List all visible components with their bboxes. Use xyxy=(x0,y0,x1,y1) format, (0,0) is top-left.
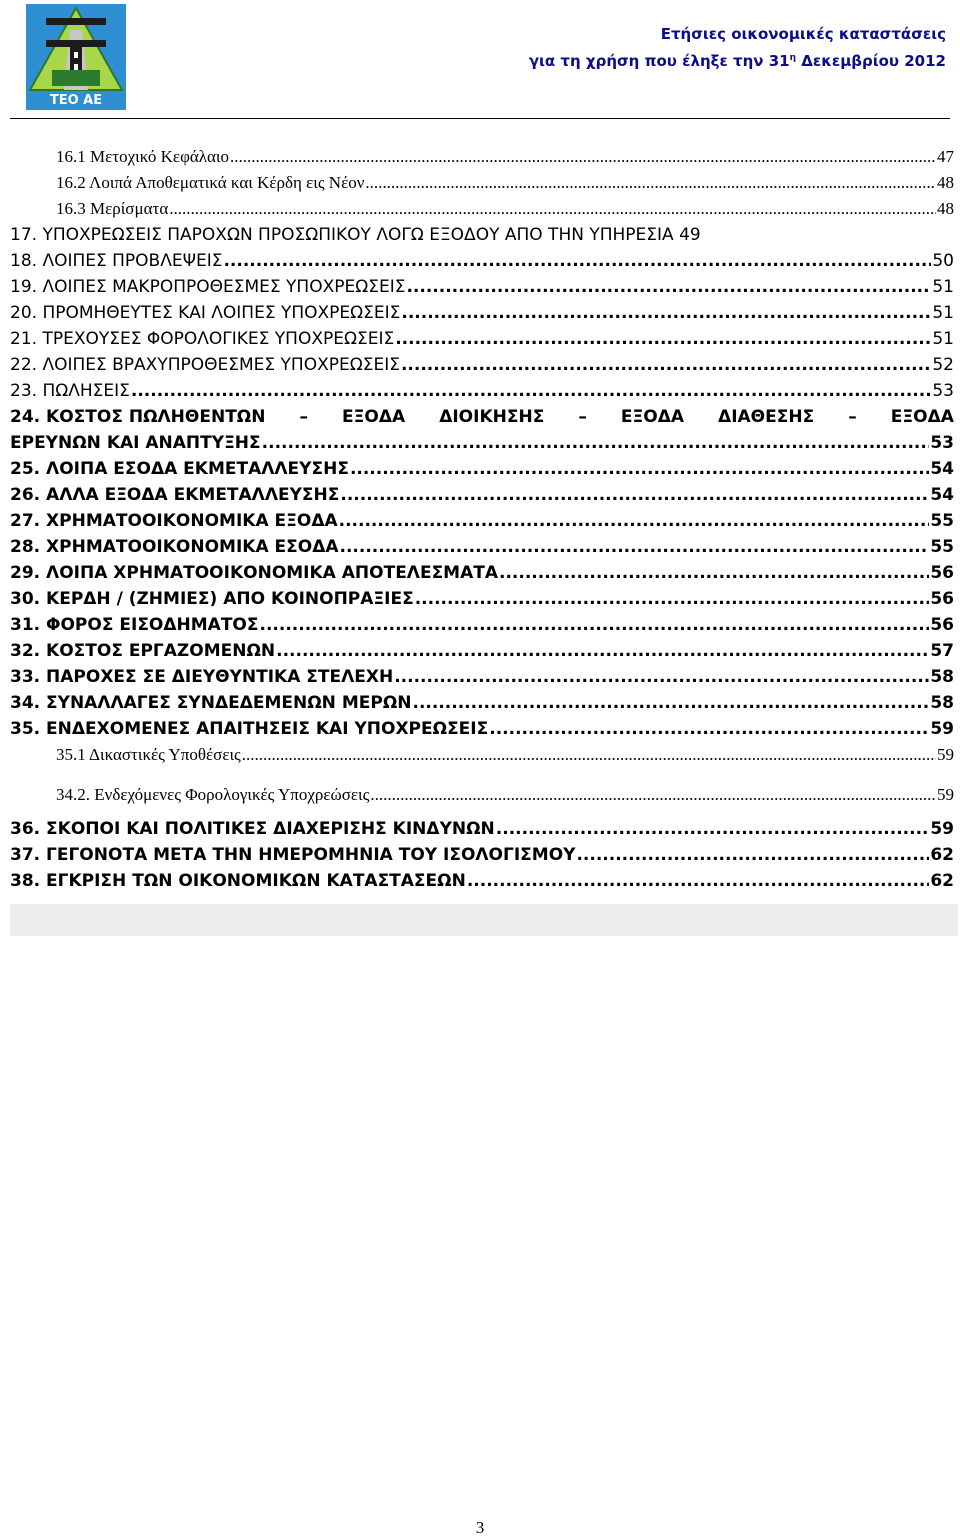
header-subtitle-text: για τη χρήση που έληξε την 31 xyxy=(528,52,790,70)
toc-word: – xyxy=(848,407,857,427)
toc-leader xyxy=(496,816,930,842)
toc-leader xyxy=(413,690,930,716)
toc-entry[interactable] xyxy=(10,248,954,274)
toc-entry-label: 20. ΠΡΟΜΗΘΕΥΤΕΣ ΚΑΙ ΛΟΙΠΕΣ ΥΠΟΧΡΕΩΣΕΙΣ xyxy=(10,303,401,323)
toc-entry[interactable] xyxy=(10,196,954,222)
toc-leader xyxy=(394,664,929,690)
toc-leader xyxy=(395,326,931,352)
toc-entry-label: 32. ΚΟΣΤΟΣ ΕΡΓΑΖΟΜΕΝΩΝ xyxy=(10,641,276,661)
toc-entry-label: 18. ΛΟΙΠΕΣ ΠΡΟΒΛΕΨΕΙΣ xyxy=(10,251,223,271)
toc-leader xyxy=(223,248,931,274)
toc-entry[interactable] xyxy=(10,508,954,534)
toc-entry-page: 59 xyxy=(930,819,954,839)
toc-leader xyxy=(365,170,936,196)
toc-entry-24[interactable] xyxy=(10,404,954,456)
toc-entry-label: ΕΡΕΥΝΩΝ ΚΑΙ ΑΝΑΠΤΥΞΗΣ xyxy=(10,433,261,453)
toc-entry[interactable] xyxy=(10,816,954,842)
toc-entry-17[interactable]: 17. ΥΠΟΧΡΕΩΣΕΙΣ ΠΑΡΟΧΩΝ ΠΡΟΣΩΠΙΚΟΥ ΛΟΓΩ ΕΞΟΔΟΥ ΑΠΟ ΤΗΝ ΥΠΗΡΕΣΙΑ 49 xyxy=(10,225,701,245)
toc-entry[interactable] xyxy=(10,300,954,326)
toc-entry[interactable] xyxy=(10,352,954,378)
toc-entry-label: 35.1 Δικαστικές Υποθέσεις xyxy=(56,745,241,764)
toc-entry[interactable] xyxy=(10,842,954,868)
toc-leader xyxy=(276,638,929,664)
toc-entry-page: 58 xyxy=(930,693,954,713)
toc-entry-page: 53 xyxy=(930,433,954,453)
toc-entry[interactable] xyxy=(10,586,954,612)
toc-entry-label: 26. ΑΛΛΑ ΕΞΟΔΑ ΕΚΜΕΤΑΛΛΕΥΣΗΣ xyxy=(10,485,340,505)
toc-entry-24-line2 xyxy=(10,430,954,456)
toc-entry[interactable] xyxy=(10,274,954,300)
toc-word: ΕΞΟΔΑ xyxy=(620,407,685,427)
toc-entry[interactable] xyxy=(10,742,954,768)
toc-entry-label: 30. ΚΕΡΔΗ / (ΖΗΜΙΕΣ) ΑΠΟ ΚΟΙΝΟΠΡΑΞΙΕΣ xyxy=(10,589,414,609)
toc-entry-label: 34.2. Ενδεχόμενες Φορολογικές Υποχρεώσεις xyxy=(56,785,370,804)
toc-entry[interactable] xyxy=(10,664,954,690)
spacer xyxy=(10,808,954,816)
toc-entry-label: 36. ΣΚΟΠΟΙ ΚΑΙ ΠΟΛΙΤΙΚΕΣ ΔΙΑΧΕΡΙΣΗΣ ΚΙΝΔΥΝΩΝ xyxy=(10,819,495,839)
toc-leader xyxy=(401,352,931,378)
document-header xyxy=(529,22,946,73)
toc-leader xyxy=(242,742,936,768)
toc-entry-page: 52 xyxy=(932,355,954,375)
toc-entry[interactable] xyxy=(10,456,954,482)
toc-entry-page: 56 xyxy=(930,589,954,609)
toc-entry[interactable] xyxy=(10,612,954,638)
toc-word: ΕΞΟΔΑ xyxy=(890,407,954,427)
toc-entry-page: 55 xyxy=(930,537,954,557)
toc-entry-label: 28. ΧΡΗΜΑΤΟΟΙΚΟΝΟΜΙΚΑ ΕΣΟΔΑ xyxy=(10,537,339,557)
toc-entry[interactable] xyxy=(10,482,954,508)
toc-entry[interactable] xyxy=(10,534,954,560)
toc-entry-label: 16.1 Μετοχικό Κεφάλαιο xyxy=(56,147,230,166)
page-number: 3 xyxy=(475,1518,485,1537)
toc-leader xyxy=(131,378,931,404)
spacer xyxy=(10,768,954,782)
toc-leader xyxy=(230,144,936,170)
toc-leader xyxy=(467,868,929,894)
toc-word: ΔΙΟΙΚΗΣΗΣ xyxy=(439,407,545,427)
toc-entry-page: 62 xyxy=(930,845,954,865)
logo-label: ΤΕΟ ΑΕ xyxy=(49,93,103,108)
toc-leader xyxy=(401,300,931,326)
header-subtitle-sup: η xyxy=(789,53,797,63)
toc-entry-page: 59 xyxy=(930,719,954,739)
toc-entry-label: 38. ΕΓΚΡΙΣΗ ΤΩΝ ΟΙΚΟΝΟΜΙΚΩΝ ΚΑΤΑΣΤΑΣΕΩΝ xyxy=(10,871,466,891)
toc-leader xyxy=(340,482,929,508)
toc-word: – xyxy=(578,407,587,427)
toc-leader xyxy=(415,586,930,612)
toc-entry-label: 22. ΛΟΙΠΕΣ ΒΡΑΧΥΠΡΟΘΕΣΜΕΣ ΥΠΟΧΡΕΩΣΕΙΣ xyxy=(10,355,400,375)
toc-leader xyxy=(262,430,930,456)
toc-entry-page: 56 xyxy=(930,563,954,583)
toc-entry-page: 48 xyxy=(937,173,954,192)
toc-entry-label: 27. ΧΡΗΜΑΤΟΟΙΚΟΝΟΜΙΚΑ ΕΞΟΔΑ xyxy=(10,511,338,531)
table-of-contents xyxy=(10,144,954,894)
toc-entry-label: 29. ΛΟΙΠΑ ΧΡΗΜΑΤΟΟΙΚΟΝΟΜΙΚΑ ΑΠΟΤΕΛΕΣΜΑΤΑ xyxy=(10,563,499,583)
toc-entry[interactable] xyxy=(10,326,954,352)
toc-leader xyxy=(499,560,929,586)
toc-entry-page: 55 xyxy=(930,511,954,531)
toc-leader xyxy=(339,508,930,534)
toc-entry-label: 33. ΠΑΡΟΧΕΣ ΣΕ ΔΙΕΥΘΥΝΤΙΚΑ ΣΤΕΛΕΧΗ xyxy=(10,667,394,687)
toc-entry-page: 50 xyxy=(932,251,954,271)
toc-entry-label: 25. ΛΟΙΠΑ ΕΣΟΔΑ ΕΚΜΕΤΑΛΛΕΥΣΗΣ xyxy=(10,459,349,479)
toc-entry[interactable] xyxy=(10,716,954,742)
toc-entry-page: 56 xyxy=(930,615,954,635)
toc-entry-page: 57 xyxy=(930,641,954,661)
toc-entry-label: 16.2 Λοιπά Αποθεματικά και Κέρδη εις Νέον xyxy=(56,173,365,192)
toc-entry-label: 37. ΓΕΓΟΝΟΤΑ ΜΕΤΑ ΤΗΝ ΗΜΕΡΟΜΗΝΙΑ ΤΟΥ ΙΣΟΛΟΓΙΣΜΟΥ xyxy=(10,845,576,865)
toc-entry[interactable] xyxy=(10,690,954,716)
toc-entry[interactable] xyxy=(10,782,954,808)
toc-word: ΔΙΑΘΕΣΗΣ xyxy=(718,407,815,427)
toc-entry[interactable] xyxy=(10,560,954,586)
header-title: Ετήσιες οικονομικές καταστάσεις xyxy=(660,25,946,43)
header-subtitle-date: Δεκεμβρίου 2012 xyxy=(796,52,946,70)
toc-entry-page: 62 xyxy=(930,871,954,891)
toc-leader xyxy=(169,196,936,222)
header-subtitle xyxy=(529,46,946,73)
toc-entry-page: 51 xyxy=(932,277,954,297)
toc-leader xyxy=(260,612,930,638)
toc-entry-label: 21. ΤΡΕΧΟΥΣΕΣ ΦΟΡΟΛΟΓΙΚΕΣ ΥΠΟΧΡΕΩΣΕΙΣ xyxy=(10,329,395,349)
toc-word: – xyxy=(299,407,309,427)
toc-entry-label: 31. ΦΟΡΟΣ ΕΙΣΟΔΗΜΑΤΟΣ xyxy=(10,615,259,635)
toc-entry[interactable] xyxy=(10,638,954,664)
toc-leader xyxy=(406,274,931,300)
toc-entry[interactable] xyxy=(10,170,954,196)
toc-entry[interactable] xyxy=(10,378,954,404)
toc-entry-page: 53 xyxy=(932,381,954,401)
toc-word: ΕΞΟΔΑ xyxy=(342,407,406,427)
toc-entry-label: 19. ΛΟΙΠΕΣ ΜΑΚΡΟΠΡΟΘΕΣΜΕΣ ΥΠΟΧΡΕΩΣΕΙΣ xyxy=(10,277,406,297)
company-logo xyxy=(26,4,126,110)
toc-entry-page: 47 xyxy=(937,147,954,166)
toc-entry-page: 58 xyxy=(930,667,954,687)
toc-entry-page: 54 xyxy=(930,459,954,479)
header-divider xyxy=(10,118,950,119)
toc-leader xyxy=(489,716,929,742)
toc-leader xyxy=(576,842,929,868)
toc-word: 24. ΚΟΣΤΟΣ ΠΩΛΗΘΕΝΤΩΝ xyxy=(10,407,266,427)
toc-entry-24-line1 xyxy=(10,404,954,430)
toc-entry-label: 35. ΕΝΔΕΧΟΜΕΝΕΣ ΑΠΑΙΤΗΣΕΙΣ ΚΑΙ ΥΠΟΧΡΕΩΣΕΙΣ xyxy=(10,719,489,739)
toc-entry-page: 59 xyxy=(937,745,954,764)
toc-entry-page: 54 xyxy=(930,485,954,505)
toc-entry[interactable] xyxy=(10,868,954,894)
toc-leader xyxy=(350,456,929,482)
toc-entry[interactable] xyxy=(10,144,954,170)
toc-entry-label: 23. ΠΩΛΗΣΕΙΣ xyxy=(10,381,130,401)
toc-leader xyxy=(340,534,930,560)
toc-entry-label: 16.3 Μερίσματα xyxy=(56,199,169,218)
toc-entry-page: 59 xyxy=(937,785,954,804)
toc-entry-page: 48 xyxy=(937,199,954,218)
toc-entry-label: 34. ΣΥΝΑΛΛΑΓΕΣ ΣΥΝΔΕΔΕΜΕΝΩΝ ΜΕΡΩΝ xyxy=(10,693,412,713)
empty-field-band xyxy=(10,904,958,936)
toc-entry-page: 51 xyxy=(932,303,954,323)
toc-leader xyxy=(370,782,936,808)
toc-entry-page: 51 xyxy=(932,329,954,349)
